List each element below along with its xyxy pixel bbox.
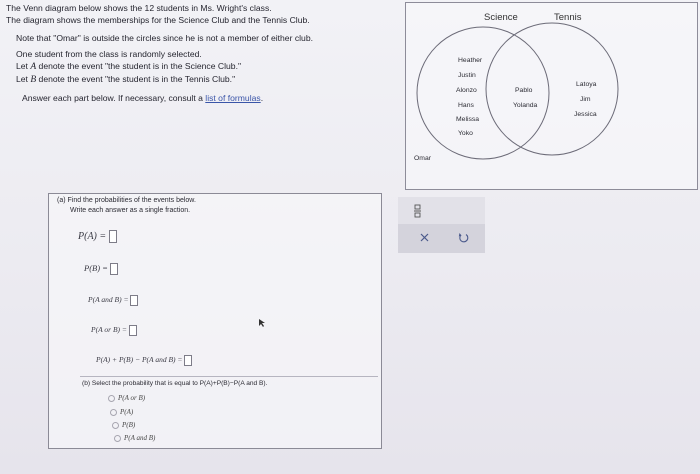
part-b-option[interactable]: [112, 421, 135, 429]
p-and-answer-input[interactable]: [130, 295, 138, 306]
venn-name: Jim: [580, 96, 591, 103]
event-a-var: A: [30, 62, 37, 72]
option-label: P(A or B): [118, 394, 146, 402]
p-sum-row: [96, 355, 192, 366]
p-or-row: [91, 325, 137, 336]
p-sum-label: P(A) + P(B) − P(A and B) =: [96, 355, 183, 365]
tennis-label: Tennis: [554, 12, 582, 23]
part-b-option[interactable]: [114, 434, 155, 442]
option-label: P(A and B): [124, 434, 156, 442]
venn-name: Heather: [458, 57, 483, 64]
option-label: P(A): [120, 408, 134, 416]
intro-line-7-pre: Answer each part below. If necessary, consult a: [22, 93, 203, 103]
pa-label: P(A) =: [78, 230, 107, 242]
intro-line-5: [6, 60, 313, 73]
intro-line-5-post: denote the event "the student is in the Science Club.": [38, 61, 242, 71]
intro-line-7: [6, 92, 313, 104]
intro-line-6: [6, 73, 313, 86]
pb-label: P(B) =: [84, 263, 108, 273]
venn-diagram: [405, 2, 698, 190]
venn-name: Omar: [414, 155, 431, 162]
tools-top: [398, 197, 485, 224]
intro-line-2: The diagram shows the memberships for the Science Club and the Tennis Club.: [6, 15, 310, 25]
pa-answer-input[interactable]: [109, 230, 117, 243]
science-label: Science: [484, 12, 518, 23]
venn-name: Hans: [458, 102, 474, 109]
venn-name: Yolanda: [513, 102, 538, 109]
fraction-icon[interactable]: [414, 204, 422, 218]
intro-line-6-post: denote the event "the student is in the Tennis Club.": [38, 74, 236, 84]
venn-name: Justin: [458, 72, 476, 79]
intro-line-6-pre: Let: [16, 74, 28, 84]
radio-button[interactable]: [112, 422, 119, 429]
mouse-cursor-icon: [258, 318, 266, 328]
intro-line-1: The Venn diagram below shows the 12 students in Ms. Wright's class.: [6, 3, 272, 13]
pa-row: [78, 230, 117, 243]
tools-bottom: [398, 224, 485, 253]
pb-answer-input[interactable]: [110, 263, 118, 275]
part-b-prompt: (b) Select the probability that is equal to P(A)+P(B)−P(A and B).: [82, 380, 268, 387]
part-b-option[interactable]: [108, 394, 145, 402]
option-label: P(B): [122, 421, 136, 429]
close-icon[interactable]: [420, 233, 429, 242]
intro-line-3: Note that "Omar" is outside the circles since he is not a member of either club.: [16, 33, 313, 43]
pb-row: [84, 263, 118, 275]
venn-name: Yoko: [458, 130, 473, 137]
intro-line-7-post: .: [260, 93, 264, 103]
event-b-var: B: [30, 75, 37, 85]
venn-name: Pablo: [515, 87, 533, 94]
radio-button[interactable]: [110, 409, 117, 416]
intro-line-4: One student from the class is randomly selected.: [16, 49, 202, 59]
venn-name: Jessica: [574, 111, 597, 118]
answer-tools: [398, 197, 485, 253]
p-and-row: [88, 295, 138, 306]
p-sum-answer-input[interactable]: [184, 355, 192, 366]
radio-button[interactable]: [114, 435, 121, 442]
intro-line-5-pre: Let: [16, 61, 28, 71]
p-or-answer-input[interactable]: [129, 325, 137, 336]
part-a-prompt: (a) Find the probabilities of the events below.: [57, 197, 196, 204]
undo-icon[interactable]: [458, 232, 469, 243]
problem-intro: [6, 2, 313, 104]
part-b-option[interactable]: [110, 408, 133, 416]
venn-circles: [406, 3, 697, 189]
tennis-circle: [486, 23, 618, 155]
venn-name: Latoya: [576, 81, 597, 88]
venn-name: Melissa: [456, 116, 480, 123]
part-a-instruction: Write each answer as a single fraction.: [70, 207, 191, 214]
formulas-link[interactable]: list of formulas: [205, 93, 261, 103]
venn-name: Alonzo: [456, 87, 477, 94]
radio-button[interactable]: [108, 395, 115, 402]
p-and-label: P(A and B) =: [88, 295, 129, 305]
p-or-label: P(A or B) =: [91, 325, 127, 335]
part-divider: [80, 376, 378, 377]
